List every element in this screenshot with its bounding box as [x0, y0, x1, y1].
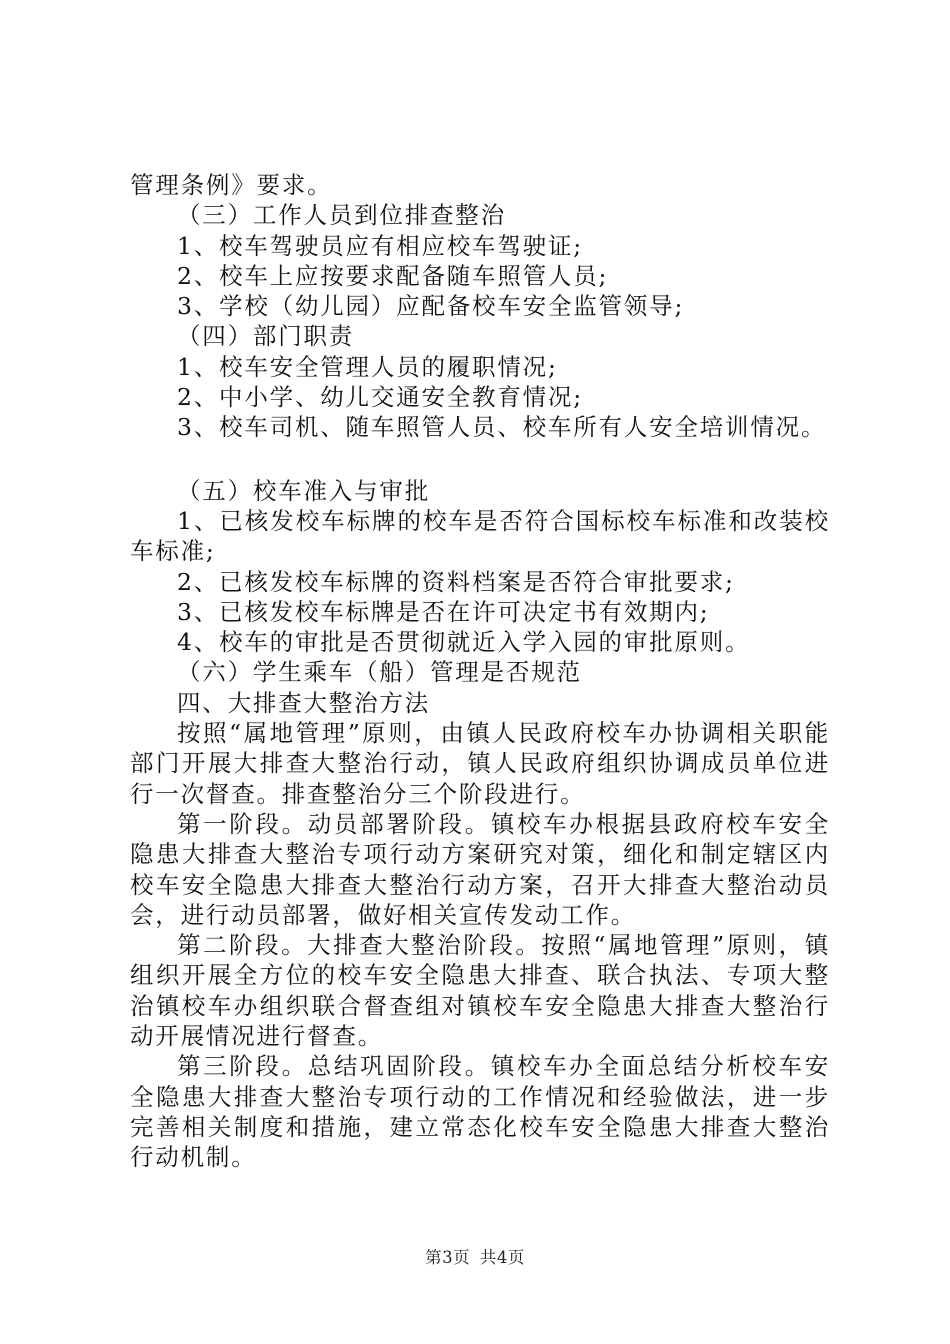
list-item: 3、学校（幼儿园）应配备校车安全监管领导; [177, 292, 685, 321]
subsection-heading-3: （三）工作人员到位排查整治 [177, 201, 506, 230]
list-item: 3、校车司机、随车照管人员、校车所有人安全培训情况。 [177, 413, 827, 442]
page-footer [0, 1244, 950, 1268]
paragraph-stage-2: 第二阶段。大排查大整治阶段。按照“属地管理”原则，镇组织开展全方位的校车安全隐患大排查、联合执法、专项大整治镇校车办组织联合督查组对镇校车安全隐患大排查大整治行动开展情况进行督查。 [130, 931, 830, 1051]
text-line-regulation: 管理条例》要求。 [130, 171, 333, 199]
list-item: 1、已核发校车标牌的校车是否符合国标校车标准和改装校车标准; [130, 506, 830, 566]
paragraph-stage-3: 第三阶段。总结巩固阶段。镇校车办全面总结分析校车安全隐患大排查大整治专项行动的工作情况和经验做法，进一步完善相关制度和措施，建立常态化校车安全隐患大排查大整治行动机制。 [130, 1052, 830, 1172]
blank-line [130, 443, 830, 476]
paragraph-stage-1: 第一阶段。动员部署阶段。镇校车办根据县政府校车安全隐患大排查大整治专项行动方案研究对策，细化和制定辖区内校车安全隐患大排查大整治行动方案，召开大排查大整治动员会，进行动员部署，做好相关宣传发动工作。 [130, 809, 830, 929]
page-number: 第3页 [425, 1248, 471, 1267]
paragraph-principle: 按照“属地管理”原则，由镇人民政府校车办协调相关职能部门开展大排查大整治行动，镇人民政府组织协调成员单位进行一次督查。排查整治分三个阶段进行。 [130, 719, 830, 808]
page-total: 共4页 [479, 1248, 525, 1267]
subsection-heading-6: （六）学生乘车（船）管理是否规范 [177, 658, 582, 687]
list-item: 2、中小学、幼儿交通安全教育情况; [177, 383, 583, 412]
list-item: 2、已核发校车标牌的资料档案是否符合审批要求; [177, 567, 735, 596]
section-heading-4: 四、大排查大整治方法 [177, 688, 430, 717]
subsection-heading-5: （五）校车准入与审批 [177, 476, 430, 505]
list-item: 2、校车上应按要求配备随车照管人员; [177, 261, 609, 290]
subsection-heading-4: （四）部门职责 [177, 322, 355, 351]
list-item: 1、校车驾驶员应有相应校车驾驶证; [177, 231, 583, 260]
list-item: 4、校车的审批是否贯彻就近入学入园的审批原则。 [177, 628, 751, 657]
list-item: 1、校车安全管理人员的履职情况; [177, 352, 558, 381]
document-body [130, 170, 830, 1173]
list-item: 3、已核发校车标牌是否在许可决定书有效期内; [177, 597, 710, 626]
